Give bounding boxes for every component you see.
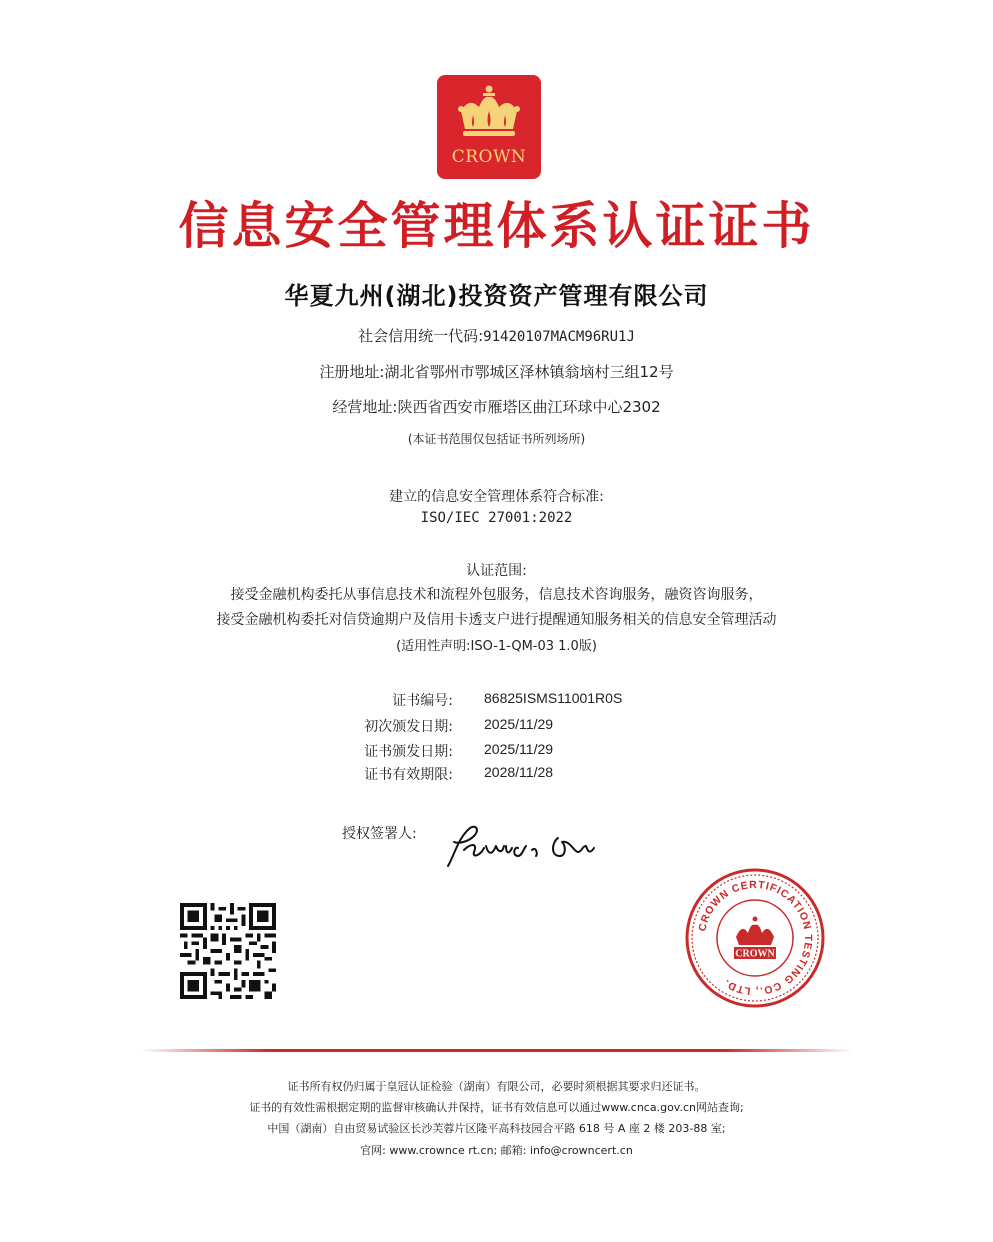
signature-image [440, 816, 600, 872]
logo-text: CROWN [451, 147, 527, 167]
company-name: 华夏九州(湖北)投资资产管理有限公司 [284, 282, 709, 310]
company-seal [684, 867, 826, 1009]
cert-number-value: 86825ISMS11001R0S [484, 690, 623, 706]
expiry-value: 2028/11/28 [484, 764, 554, 780]
seal-crown-icon [736, 917, 774, 946]
operating-address-label: 经营地址: [332, 398, 398, 416]
footer-contact: 官网: www.crownce rt.cn; 邮箱: info@crowncert.cn [360, 1144, 633, 1157]
seal-ring-text: CROWN CERTIFICATION TESTING CO., LTD. [696, 878, 815, 998]
standard-value: ISO/IEC 27001:2022 [420, 510, 573, 526]
first-issue-value: 2025/11/29 [484, 716, 554, 732]
seal-center-text: CROWN [735, 948, 775, 960]
standard-heading: 建立的信息安全管理体系符合标准: [389, 489, 604, 505]
issue-date-label: 证书颁发日期: [364, 744, 453, 760]
credit-code-label: 社会信用统一代码: [358, 327, 484, 345]
credit-code-value: 91420107MACM96RU1J [483, 329, 635, 345]
issue-date-value: 2025/11/29 [484, 741, 554, 757]
registered-address-value: 湖北省鄂州市鄂城区泽林镇翁垴村三组12号 [384, 363, 674, 381]
crown-icon [451, 83, 527, 145]
registered-address-line [0, 361, 993, 382]
scope-line-1: 接受金融机构委托从事信息技术和流程外包服务，信息技术咨询服务，融资咨询服务， [230, 587, 763, 603]
operating-address-value: 陕西省西安市雁塔区曲江环球中心2302 [397, 398, 661, 416]
certificate-title: 信息安全管理体系认证证书 [178, 197, 815, 255]
qr-code[interactable] [180, 903, 276, 999]
applicability-statement: (适用性声明:ISO-1-QM-03 1.0版) [396, 639, 597, 654]
scope-note: (本证书范围仅包括证书所列场所) [407, 432, 586, 446]
crown-logo [437, 75, 541, 179]
operating-address-line [0, 396, 993, 417]
registered-address-label: 注册地址: [319, 363, 385, 381]
scope-heading: 认证范围: [466, 563, 527, 579]
first-issue-label: 初次颁发日期: [364, 719, 453, 735]
footer-address: 中国（湖南）自由贸易试验区长沙芙蓉片区隆平高科技园合平路 618 号 A 座 2 楼 203-88 室; [267, 1122, 726, 1135]
scope-line-2: 接受金融机构委托对信贷逾期户及信用卡透支户进行提醒通知服务相关的信息安全管理活动 [216, 612, 777, 628]
cert-number-label: 证书编号: [392, 693, 453, 709]
signer-label: 授权签署人: [342, 826, 417, 842]
footer-ownership-note: 证书所有权仍归属于皇冠认证检验（湖南）有限公司，必要时须根据其要求归还证书。 [287, 1080, 706, 1093]
footer-validity-note: 证书的有效性需根据定期的监督审核确认并保持，证书有效信息可以通过www.cnca.gov.cn网站查询; [249, 1101, 744, 1114]
footer-divider [140, 1049, 853, 1052]
expiry-label: 证书有效期限: [364, 767, 453, 783]
credit-code-line [0, 325, 993, 346]
